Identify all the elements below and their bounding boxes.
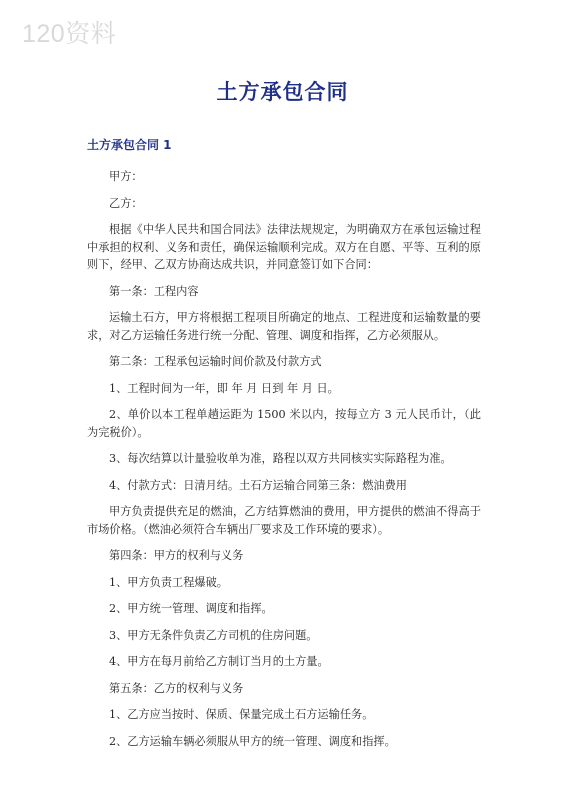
article-5-item-1: 1、乙方应当按时、保质、保量完成土石方运输任务。 xyxy=(109,708,374,721)
document-title: 土方承包合同 xyxy=(216,80,349,104)
section-heading: 土方承包合同 1 xyxy=(87,138,172,152)
article-1-heading: 第一条：工程内容 xyxy=(109,284,199,298)
party-a-line: 甲方： xyxy=(109,170,143,183)
party-b-line: 乙方： xyxy=(109,196,143,210)
article-2-item-1: 1、工程时间为一年，即 年 月 日到 年 月 日。 xyxy=(109,381,339,395)
article-4-heading: 第四条：甲方的权利与义务 xyxy=(109,549,244,562)
article-2-item-3: 3、每次结算以计量验收单为准，路程以双方共同核实实际路程为准。 xyxy=(109,452,452,465)
watermark-logo: 120资料 xyxy=(22,20,117,48)
article-5-heading: 第五条：乙方的权利与义务 xyxy=(109,681,244,695)
article-5-item-2: 2、乙方运输车辆必须服从甲方的统一管理、调度和指挥。 xyxy=(109,734,396,748)
article-2-heading: 第二条：工程承包运输时间价款及付款方式 xyxy=(109,355,322,368)
article-4-item-1: 1、甲方负责工程爆破。 xyxy=(109,575,228,589)
article-4-item-3: 3、甲方无条件负责乙方司机的住房问题。 xyxy=(109,628,318,642)
preamble-paragraph: 根据《中华人民共和国合同法》法律法规规定，为明确双方在承包运输过程中承担的权利、义务和责任，确保运输顺利完成。双方在自愿、平等、互利的原则下，经甲、乙双方协商达成共识，并同意签订如下合同： xyxy=(87,223,481,271)
article-4-item-4: 4、甲方在每月前给乙方制订当月的土方量。 xyxy=(109,655,329,668)
article-2-item-2: 2、单价以本工程单趟运距为 1500 米以内，按每立方 3 元人民币计，（此为完税价）。 xyxy=(87,408,481,439)
article-3-paragraph: 甲方负责提供充足的燃油，乙方结算燃油的费用，甲方提供的燃油不得高于市场价格。（燃油必须符合车辆出厂要求及工作环境的要求）。 xyxy=(87,505,481,536)
article-4-item-2: 2、甲方统一管理、调度和指挥。 xyxy=(109,602,273,615)
contract-body xyxy=(87,168,481,759)
article-1-paragraph: 运输土石方，甲方将根据工程项目所确定的地点、工程进度和运输数量的要求，对乙方运输任务进行统一分配、管理、调度和指挥，乙方必须服从。 xyxy=(87,311,481,342)
article-2-item-4: 4、付款方式：日清月结。土石方运输合同第三条：燃油费用 xyxy=(109,478,407,492)
